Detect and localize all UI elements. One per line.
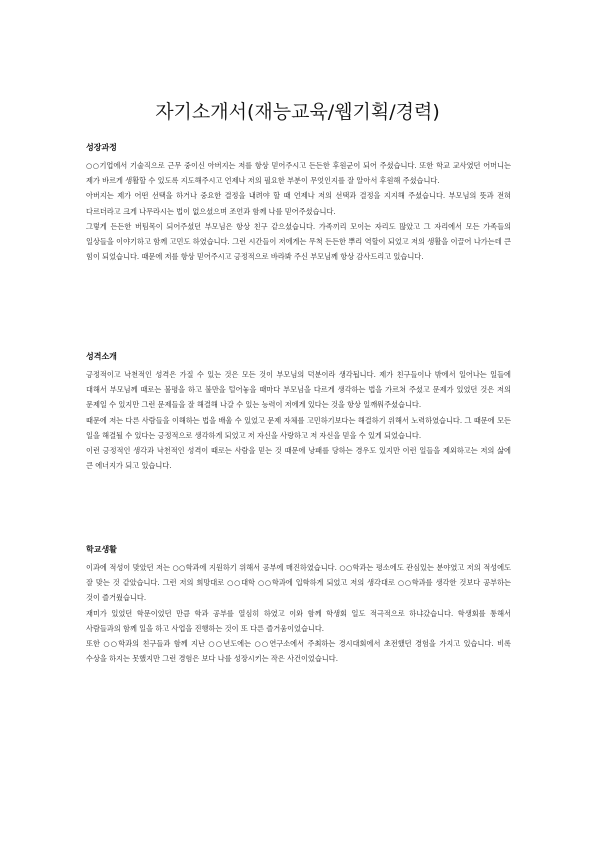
section-heading-growth: 성장과정	[86, 143, 117, 152]
document-title: 자기소개서(재능교육/웹기획/경력)	[155, 101, 440, 123]
paragraph: 때문에 저는 다른 사람들을 이해하는 법을 배울 수 있었고 문제 자체를 고민하기보다는 해결하기 위해서 노력하였습니다. 그 때문에 모든 일을 해결될 수 있다는 긍정적으로 생각하게 되었고 저 자신을 사랑하고 저 자신을 믿을 수 있게 되었습니다.	[86, 415, 511, 440]
section-personality	[86, 351, 511, 473]
paragraph: 그렇게 든든한 버팀목이 되어주셨던 부모님은 항상 친구 같으셨습니다. 가족끼리 모이는 자리도 많았고 그 자리에서 모든 가족들의 일상들을 이야기하고 함께 고민도 하였습니다. 그런 시간들이 저에게는 무척 든든한 뿌리 역할이 되었고 저의 생활을 이끌어 나가는데 큰 힘이 되었습니다. 때문에 저를 항상 믿어주시고 긍정적으로 바라봐 주신 부모님께 항상 감사드리고 있습니다.	[86, 221, 511, 262]
section-school-life	[86, 544, 511, 666]
paragraph: 재미가 있었던 학문이었던 만큼 학과 공부를 열심히 하였고 이와 함께 학생회 일도 적극적으로 하냐갔습니다. 학생회를 통해서 사람들과의 함께 일을 하고 사업을 진행하는 것이 또 다른 즐거움이었습니다.	[86, 608, 511, 633]
paragraph: 긍정적이고 낙천적인 성격은 가질 수 있는 것은 모든 것이 부모님의 덕분이라 생각됩니다. 제가 친구들이나 밖에서 일어나는 일들에 대해서 부모님께 때로는 불평을 하고 불만을 털어놓을 때마다 부모님을 다르게 생각하는 법을 가르쳐 주셨고 문제가 있었던 것은 저의 문제일 수 있지만 그런 문제들을 잘 해결해 나갈 수 있는 능력이 저에게 있다는 것을 항상 일깨워주셨습니다.	[86, 370, 511, 410]
paragraph: 또한 ○○학과의 친구들과 함께 지난 ○○년도에는 ○○연구소에서 주최하는 경시대회에서 초전했던 경험을 가지고 있습니다. 비록 수상을 하지는 못했지만 그런 경험은 보다 나를 성장시키는 작은 사건이었습니다.	[86, 639, 511, 664]
paragraph: 아버지는 제가 어떤 선택을 하거나 중요한 결정을 내려야 할 때 언제나 저의 선택과 결정을 지지해 주셨습니다. 부모님의 뜻과 전혀 다르더라고 크게 나무라시는 법이 없으셨으며 조언과 함께 나를 믿어주셨습니다.	[86, 191, 511, 216]
section-growth	[86, 142, 511, 264]
paragraph: 이과에 적성이 맞았던 저는 ○○학과에 지원하기 위해서 공부에 매진하였습니다. ○○학과는 평소에도 관심있는 분야였고 저의 적성에도 잘 맞는 것 같았습니다. 그런 저의 희망대로 ○○대학 ○○학과에 입학하게 되었고 저의 생각대로 ○○학과를 생각한 것보다 공부하는 것이 즐거웠습니다.	[86, 563, 511, 603]
section-heading-school-life: 학교생활	[86, 545, 117, 554]
paragraph: 이런 긍정적인 생각과 낙천적인 성격이 때로는 사람을 믿는 것 때문에 낭패를 당하는 경우도 있지만 이런 일들을 제외하고는 저의 삶에 큰 에너지가 되고 있습니다.	[86, 446, 511, 471]
section-heading-personality: 성격소개	[86, 352, 117, 361]
paragraph: ○○기업에서 기술직으로 근무 중이신 아버지는 저를 항상 믿어주시고 든든한 후원군이 되어 주셨습니다. 또한 학교 교사였던 어머니는 제가 바르게 생활할 수 있도록 지도해주시고 언제나 저의 필요한 부분이 무엇인지를 잘 알아서 후원해 주셨습니다.	[86, 161, 511, 186]
